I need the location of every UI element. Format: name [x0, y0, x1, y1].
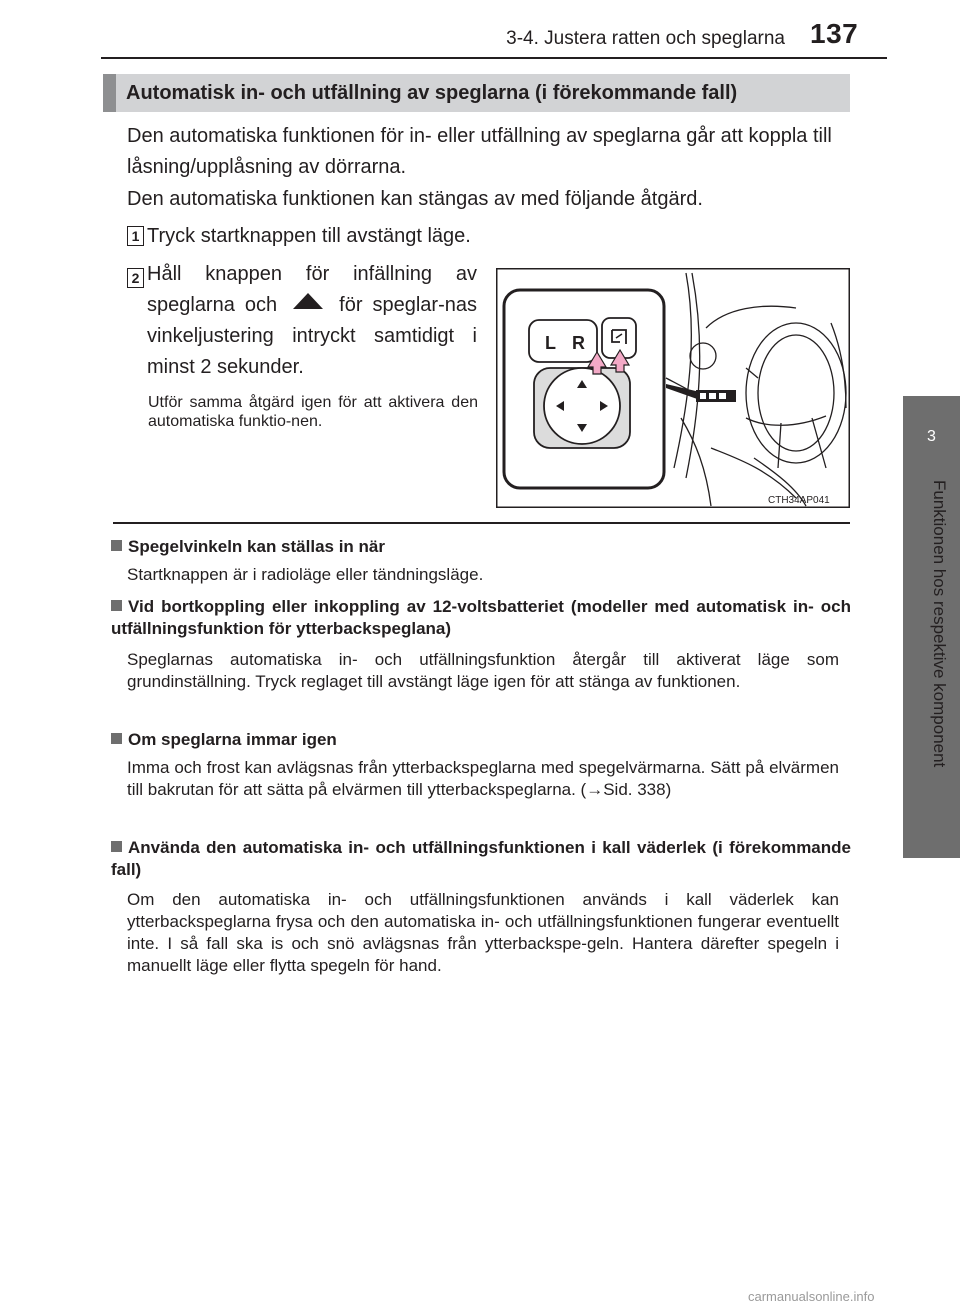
info-heading-3-text: Om speglarna immar igen — [128, 730, 337, 749]
step-2-text-after-icon: för speglar-nas vinkeljustering intryckt samtidigt i minst 2 sekunder. — [147, 294, 477, 378]
page-number: 137 — [810, 18, 859, 49]
chapter-title: Funktionen hos respektive komponent — [930, 480, 949, 768]
section-heading-accent — [103, 74, 116, 112]
info-body-4: Om den automatiska in- och utfällningsfunktionen används i kall väderlek kan ytterbackspeglarna frysa och den automatiska in- och utfällningsfunktionen fungerar eventuellt inte. I så fall ska is och snö avlägsnas från ytterbackspe-geln. Hantera därefter spegeln i manuellt läge eller flytta spegeln för hand. — [127, 890, 839, 975]
step-2-text — [147, 259, 477, 383]
intro-paragraph-1: Den automatiska funktionen för in- eller utfällning av speglarna går att koppla till låsning/upplåsning av dörrarna. — [127, 125, 832, 178]
footer-watermark: carmanualsonline.info — [748, 1289, 875, 1304]
info-body-3: Imma och frost kan avlägsnas från ytterbackspeglarna med spegelvärmarna. Sätt på elvärmen till bakrutan för att sätta på elvärmen till ytterbackspeglarna. (→Sid. 338) — [127, 758, 839, 799]
triangle-up-icon — [293, 293, 323, 309]
step-1-number: 1 — [127, 226, 144, 246]
info-heading-4 — [111, 837, 851, 881]
bullet-square-icon — [111, 733, 122, 744]
step-1-text: Tryck startknappen till avstängt läge. — [147, 225, 471, 247]
chapter-number: 3 — [927, 428, 936, 445]
switch-label-right: R — [572, 333, 585, 353]
info-heading-1 — [111, 536, 851, 558]
bullet-square-icon — [111, 841, 122, 852]
bullet-square-icon — [111, 540, 122, 551]
info-heading-2-text: Vid bortkoppling eller inkoppling av 12-voltsbatteriet (modeller med automatisk in- och utfällningsfunktion för ytterbackspeglana) — [111, 597, 851, 638]
step-2-text-before-icon: Håll knappen för infällning av speglarna och — [147, 263, 477, 316]
mirror-switch-illustration — [496, 268, 850, 508]
info-heading-1-text: Spegelvinkeln kan ställas in när — [128, 537, 385, 556]
step-2-note: Utför samma åtgärd igen för att aktivera den automatiska funktio-nen. — [148, 394, 478, 430]
figure-code: CTH34AP041 — [768, 495, 830, 506]
info-heading-3 — [111, 729, 851, 751]
info-body-1: Startknappen är i radioläge eller tändningsläge. — [127, 565, 484, 584]
info-heading-4-text: Använda den automatiska in- och utfällningsfunktionen i kall väderlek (i förekommande fall) — [111, 838, 851, 879]
bullet-square-icon — [111, 600, 122, 611]
info-heading-2 — [111, 596, 851, 640]
section-separator — [113, 522, 850, 524]
intro-paragraph-2: Den automatiska funktionen kan stängas av med följande åtgärd. — [127, 188, 703, 210]
step-2-number: 2 — [127, 268, 144, 288]
info-body-2: Speglarnas automatiska in- och utfällningsfunktion återgår till aktiverat läge som grundinställning. Tryck reglaget till avstängt läge igen för att stänga av funktionen. — [127, 650, 839, 691]
section-title: Automatisk in- och utfällning av speglarna (i förekommande fall) — [126, 82, 738, 104]
switch-label-left: L — [545, 333, 556, 353]
header-rule — [101, 57, 887, 59]
running-header-title: 3-4. Justera ratten och speglarna — [506, 28, 785, 49]
